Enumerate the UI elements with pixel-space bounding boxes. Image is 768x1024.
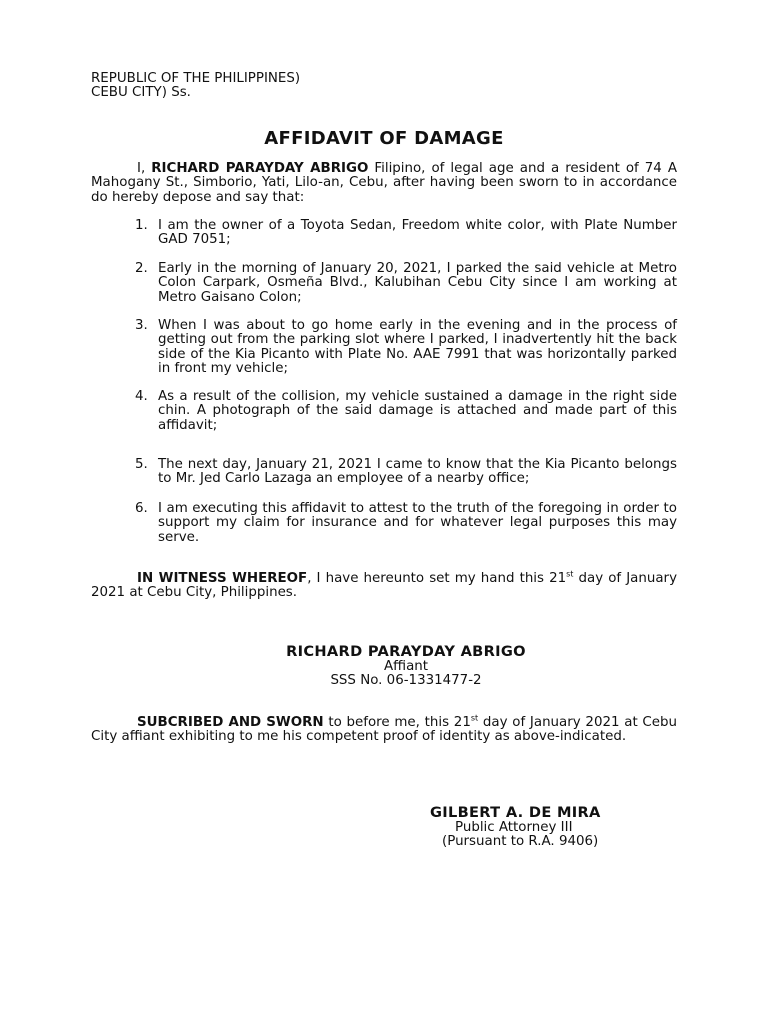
intro-paragraph: [91, 162, 677, 205]
officer-signature-block: [430, 804, 690, 850]
list-item-text: As a result of the collision, my vehicle sustained a damage in the right side chin. A photograph of the said damage is attached and made part of this affidavit;: [158, 389, 677, 433]
witness-heading: IN WITNESS WHEREOF: [137, 571, 308, 586]
jurat-paragraph: [91, 713, 678, 745]
list-item-text: Early in the morning of January 20, 2021, I parked the said vehicle at Metro Colon Carpark, Osmeña Blvd., Kalubihan Cebu City since I am working at Metro Gaisano Colon;: [158, 261, 677, 305]
jurat-ordinal-suffix: st: [470, 713, 479, 723]
witness-text-a: , I have hereunto set my hand this 21: [307, 571, 567, 586]
intro-text: Filipino, of legal age and a resident of 74 A Mahogany St., Simborio, Yati, Lilo-an, Cebu, after having been sworn to in accordance do hereby depose and say that:: [91, 161, 677, 205]
venue-line-city: CEBU CITY) Ss.: [91, 85, 191, 101]
list-item-number: 2.: [135, 261, 148, 276]
venue-header: [91, 72, 491, 101]
officer-name: GILBERT A. DE MIRA: [430, 804, 601, 821]
officer-authority-note: (Pursuant to R.A. 9406): [442, 834, 599, 850]
document-title: AFFIDAVIT OF DAMAGE: [264, 128, 504, 149]
officer-title: Public Attorney III: [455, 820, 573, 835]
list-item-number: 3.: [135, 318, 148, 333]
affiant-sss-number: SSS No. 06-1331477-2: [330, 673, 482, 689]
list-item-number: 6.: [135, 501, 148, 516]
affiant-name: RICHARD PARAYDAY ABRIGO: [286, 643, 526, 660]
list-item: [135, 319, 677, 377]
list-item: [135, 390, 677, 433]
jurat-heading: SUBCRIBED AND SWORN: [137, 715, 324, 730]
list-item-number: 4.: [135, 389, 148, 404]
intro-affiant-name: RICHARD PARAYDAY ABRIGO: [151, 161, 369, 176]
list-item: [135, 502, 677, 545]
list-item-text: The next day, January 21, 2021 I came to know that the Kia Picanto belongs to Mr. Jed Carlo Lazaga an employee of a nearby office;: [158, 457, 677, 487]
intro-prefix: I,: [137, 161, 152, 176]
witness-ordinal-suffix: st: [566, 569, 574, 579]
list-item: [135, 219, 677, 248]
jurat-text-b: day of January 2021 at Cebu City affiant exhibiting to me his competent proof of identity as above-indicated.: [91, 715, 678, 745]
list-item-number: 5.: [135, 457, 148, 472]
affiant-signature-block: [0, 643, 768, 689]
list-item: [135, 262, 677, 305]
affiant-role: Affiant: [383, 659, 429, 674]
list-item-text: When I was about to go home early in the evening and in the process of getting out from the parking slot where I parked, I inadvertently hit the back side of the Kia Picanto with Plate No. AAE 7991 that was horizontally parked in front my vehicle;: [158, 318, 677, 377]
witness-text-b: day of January 2021 at Cebu City, Philippines.: [91, 571, 677, 601]
jurat-text-a: to before me, this 21: [323, 715, 471, 730]
list-item: [135, 458, 677, 487]
list-item-number: 1.: [135, 218, 148, 233]
witness-paragraph: [91, 569, 677, 601]
list-item-text: I am executing this affidavit to attest to the truth of the foregoing in order to support my claim for insurance and for whatever legal purposes this may serve.: [158, 501, 677, 545]
venue-line-republic: REPUBLIC OF THE PHILIPPINES): [91, 71, 301, 86]
list-item-text: I am the owner of a Toyota Sedan, Freedom white color, with Plate Number GAD 7051;: [158, 218, 677, 248]
